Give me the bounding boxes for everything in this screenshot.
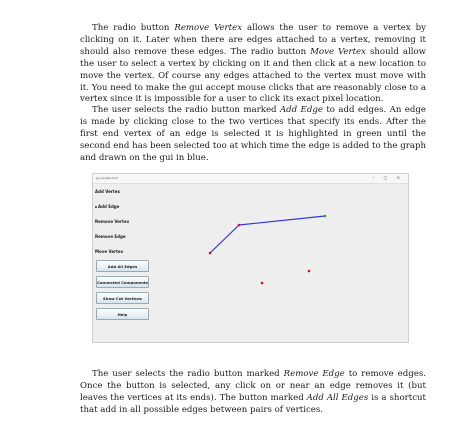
radio-move-vertex[interactable] [95,246,151,258]
graph-vertex [308,270,311,273]
radio-label: Add Vertex [95,189,120,194]
graph-vertex-highlighted [324,215,327,218]
graph-vertex [261,282,264,285]
radio-label: Move Vertex [95,249,124,254]
show-cut-vertices-button[interactable]: Show Cut Vertices [96,292,149,304]
radio-remove-vertex[interactable] [95,216,151,228]
connected-components-button[interactable]: Connected Components [96,276,149,288]
radio-label: Add Edge [98,204,120,209]
radio-label: Remove Vertex [95,219,130,224]
paragraph-remove-edge: The user selects the radio button marked Remove Edge to remove edges. Once the button is selected, any click on or near an edge removes it (but leaves the vertices at its ends). The button marked Add All Edges is a shortcut that add in all possible edges between pairs of vertices. [80,369,426,415]
graph-edge [210,225,239,253]
help-button[interactable]: Help [96,308,149,320]
radio-selected-icon [95,206,97,208]
radio-add-vertex[interactable] [95,186,151,198]
emphasized-term: Move Vertex [310,46,366,57]
radio-label: Remove Edge [95,234,126,239]
graph-canvas[interactable] [153,184,408,342]
graph-vertex [209,252,212,255]
add-all-edges-button[interactable]: Add All Edges [96,260,149,272]
graph-vertex [238,224,241,227]
paragraph-remove-vertex: The radio button Remove Vertex allows the user to remove a vertex by clicking on it. Later when there are edges attached to a vertex, removing it should also remove these edges. The radio button Move Vertex should allow the user to select a vertex by clicking on it and then click at a new location to move the vertex. Of course any edges attached to the vertex must move with it. You need to make the gui accept mouse clicks that are reasonably close to a vertex since it is impossible for a user to click its exact pixel location. [80,23,426,105]
gui-screenshot [92,173,409,343]
radio-add-edge[interactable] [95,201,151,213]
window-titlebar [93,174,408,184]
paragraph-add-edge: The user selects the radio button marked Add Edge to add edges. An edge is made by clicking close to the two vertices that specify its ends. After the first end vertex of an edge is selected it is highlighted in green until the second end has been selected too at which time the edge is added to the graph and drawn on the gui in blue. [80,105,426,163]
graph-edge [239,216,325,225]
radio-remove-edge[interactable] [95,231,151,243]
emphasized-term: Remove Edge [283,369,345,379]
window-title: gui_Graph GUI [96,176,118,180]
emphasized-term: Add Edge [279,105,323,115]
emphasized-term: Remove Vertex [174,23,243,33]
window-controls[interactable]: – □ ✕ [372,175,404,180]
emphasized-term: Add All Edges [306,392,369,403]
